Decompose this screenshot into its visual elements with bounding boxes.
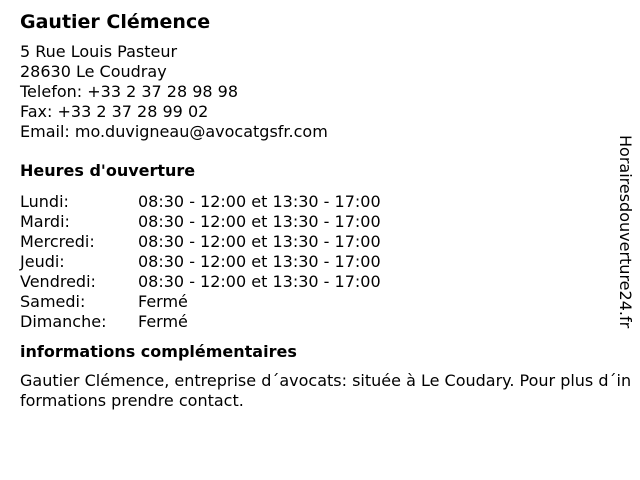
hours-row-samedi [20,292,610,312]
email-address: Email: mo.duvigneau@avocatgsfr.com [20,122,328,141]
info-heading: informations complémentaires [20,342,297,361]
day-hours: 08:30 - 12:00 et 13:30 - 17:00 [138,272,381,291]
hours-heading: Heures d'ouverture [20,161,196,180]
day-label: Vendredi: [20,272,96,291]
address-street: 5 Rue Louis Pasteur [20,42,178,61]
fax-number: Fax: +33 2 37 28 99 02 [20,102,209,121]
day-label: Mercredi: [20,232,95,251]
hours-row-dimanche [20,312,610,332]
site-watermark: Horairesdouverture24.fr [616,135,635,329]
address-city: 28630 Le Coudray [20,62,167,81]
day-label: Dimanche: [20,312,107,331]
day-hours: Fermé [138,292,188,311]
hours-row-jeudi [20,252,610,272]
day-hours: 08:30 - 12:00 et 13:30 - 17:00 [138,212,381,231]
hours-row-mercredi [20,232,610,252]
info-description: Gautier Clémence, entreprise d´avocats: située à Le Coudary. Pour plus d´informations prendre contact. [20,371,632,410]
day-hours: 08:30 - 12:00 et 13:30 - 17:00 [138,232,381,251]
day-label: Samedi: [20,292,86,311]
day-hours: Fermé [138,312,188,331]
day-label: Jeudi: [20,252,65,271]
day-label: Lundi: [20,192,69,211]
phone-number: Telefon: +33 2 37 28 98 98 [20,82,239,101]
hours-row-mardi [20,212,610,232]
day-hours: 08:30 - 12:00 et 13:30 - 17:00 [138,252,381,271]
business-name: Gautier Clémence [20,11,211,33]
hours-row-lundi [20,192,610,212]
day-hours: 08:30 - 12:00 et 13:30 - 17:00 [138,192,381,211]
day-label: Mardi: [20,212,70,231]
hours-table [20,192,610,332]
hours-row-vendredi [20,272,610,292]
